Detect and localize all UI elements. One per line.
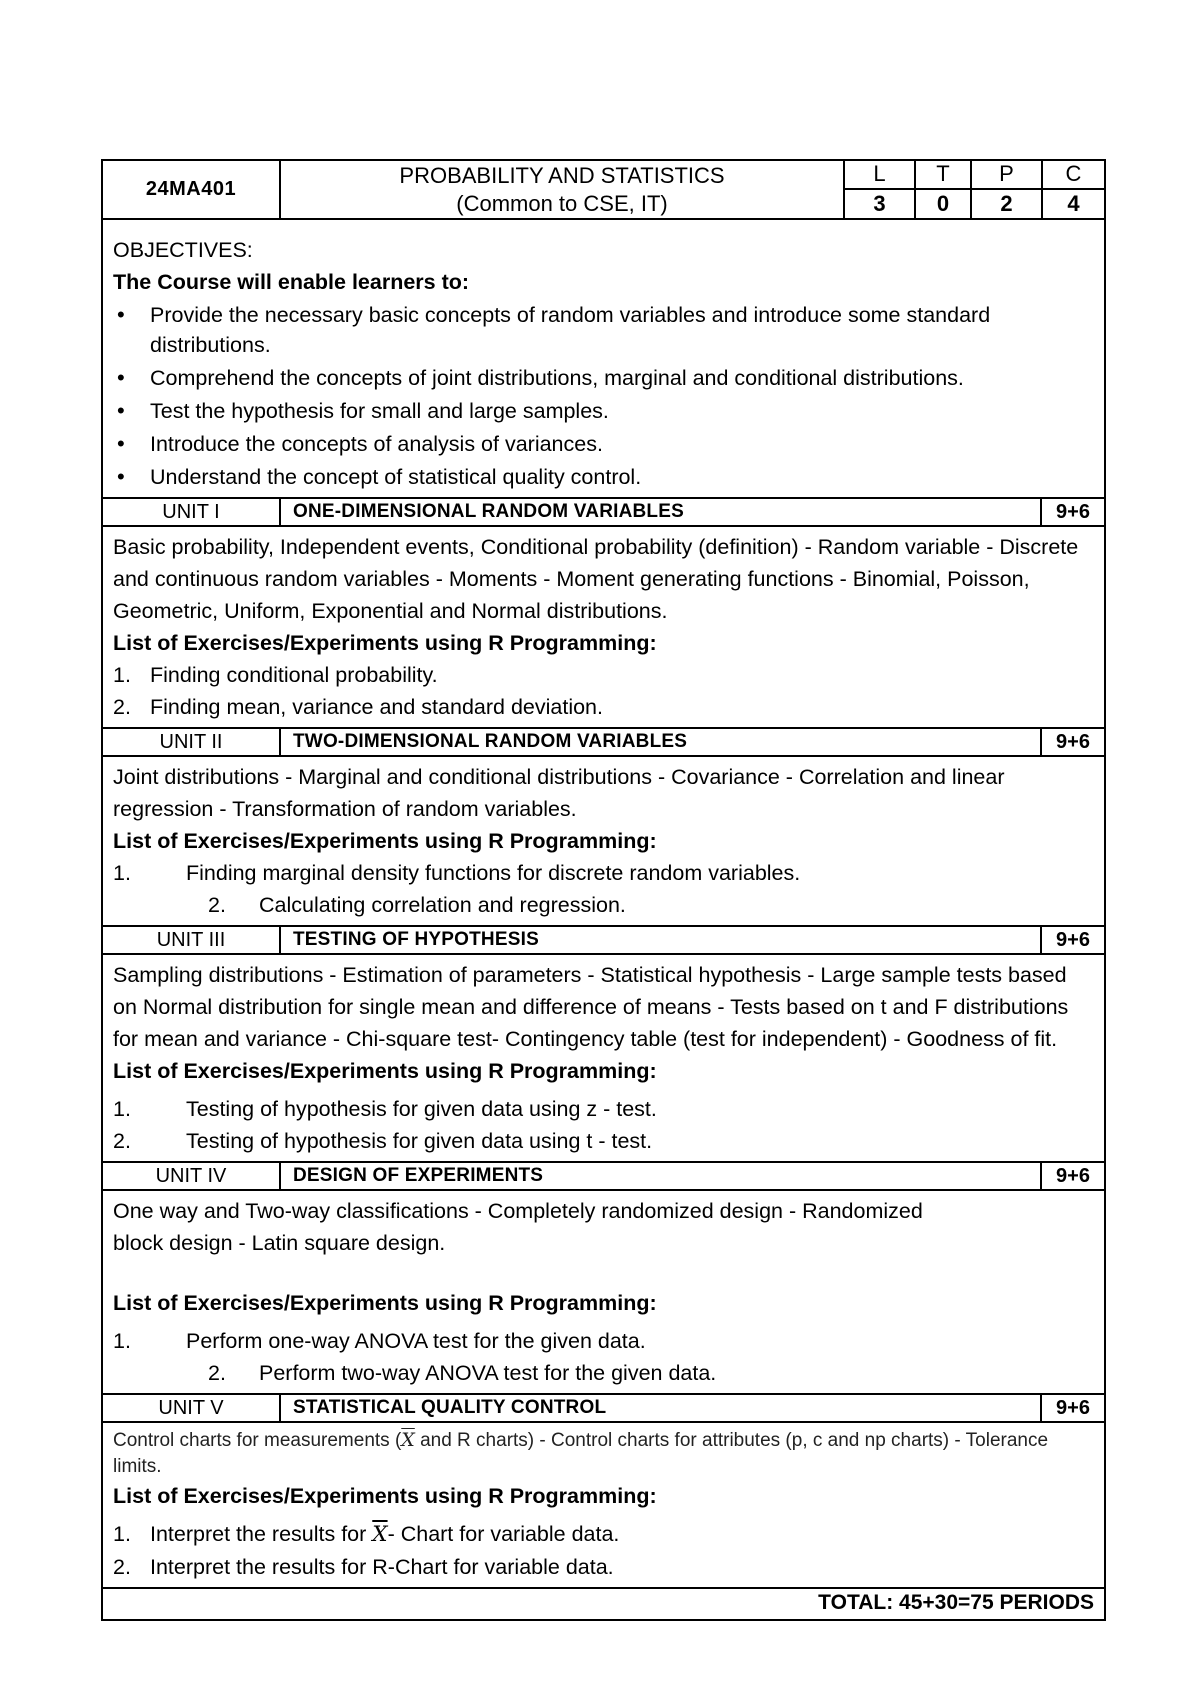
exercise-number: 2. [113, 1129, 131, 1153]
exercise-text: Calculating correlation and regression. [259, 893, 626, 917]
objective-item: • Comprehend the concepts of joint distributions, marginal and conditional distributions. [113, 363, 1096, 393]
unit-content: Sampling distributions - Estimation of parameters - Statistical hypothesis - Large sample tests based on Normal distribution for single mean and difference of means - Tests based on t and F distributions for mean and variance - Chi-square test- Contingency table (test for independent) - Goodness of fit. [113, 963, 1069, 1051]
unit-5-body [103, 1423, 1104, 1589]
course-title: PROBABILITY AND STATISTICS [399, 162, 725, 188]
unit-title: TWO-DIMENSIONAL RANDOM VARIABLES [281, 729, 1042, 755]
exercise-number: 1. [113, 1329, 131, 1353]
unit-1-content-block [103, 527, 1104, 727]
ltpc-label-c: C [1043, 161, 1104, 190]
unit-label: UNIT V [103, 1395, 281, 1421]
unit-1-body [103, 527, 1104, 729]
ltpc-value-t: 0 [916, 190, 972, 219]
exercise-item [113, 1325, 973, 1357]
exercise-item [113, 1357, 973, 1389]
unit-content: Basic probability, Independent events, Conditional probability (definition) - Random variable - Discrete and continuous random variables - Moments - Moment generating functions - Binomial, Poisson, Geometric, Uniform, Exponential and Normal distributions. [113, 535, 1079, 623]
unit-label: UNIT II [103, 729, 281, 755]
exercise-item [113, 1093, 1096, 1125]
unit-1-header [103, 499, 1104, 527]
exercise-number: 1. [113, 663, 131, 687]
course-code: 24MA401 [103, 161, 281, 218]
syllabus-table [101, 159, 1106, 1621]
exercise-list [113, 857, 1096, 921]
x-bar-symbol: $\overline{X}$ [401, 1429, 415, 1451]
exercise-text: Finding marginal density functions for discrete random variables. [186, 861, 801, 885]
exercise-text: Interpret the results for R-Chart for variable data. [150, 1555, 614, 1579]
x-bar-symbol: $\overline{X}$ [372, 1522, 388, 1547]
ltpc-grid [845, 161, 1104, 218]
exercise-item [113, 691, 1096, 723]
ltpc-label-t: T [916, 161, 972, 190]
unit-4-header [103, 1163, 1104, 1191]
ltpc-value-c: 4 [1067, 190, 1080, 216]
exercise-text: Perform two-way ANOVA test for the given data. [259, 1361, 717, 1385]
objectives-heading: OBJECTIVES: [113, 238, 253, 262]
exercise-item [113, 1125, 1096, 1157]
exercise-list [113, 659, 1096, 723]
unit-hours: 9+6 [1056, 929, 1090, 951]
exercise-number: 1. [113, 1097, 131, 1121]
objectives-list [113, 300, 1096, 492]
exercise-list [113, 1325, 973, 1389]
exercise-text: Finding mean, variance and standard deviation. [150, 695, 603, 719]
exercise-number: 2. [208, 1361, 226, 1385]
exercise-item [113, 659, 1096, 691]
exercise-text: Finding conditional probability. [150, 663, 438, 687]
unit-hours: 9+6 [1056, 1397, 1090, 1419]
ltpc-label-p: P [972, 161, 1043, 190]
objective-item: • Test the hypothesis for small and large samples. [113, 396, 1096, 426]
unit-content: One way and Two-way classifications - Completely randomized design - Randomized block design - Latin square design. [113, 1199, 923, 1255]
total-row [103, 1589, 1104, 1619]
ltpc-value-l: 3 [845, 190, 916, 219]
course-header-row [103, 161, 1104, 220]
objectives-row [103, 220, 1104, 499]
exercise-item [113, 1551, 1096, 1583]
unit-title: STATISTICAL QUALITY CONTROL [281, 1395, 1042, 1421]
exercise-number: 2. [113, 695, 131, 719]
objectives-block [103, 220, 1104, 497]
exercise-heading: List of Exercises/Experiments using R Programming: [113, 631, 657, 655]
course-title-cell [281, 161, 845, 218]
unit-title: ONE-DIMENSIONAL RANDOM VARIABLES [281, 499, 1042, 525]
unit-label: UNIT I [103, 499, 281, 525]
unit-4-content-block [103, 1191, 981, 1393]
exercise-text-part: Interpret the results for [150, 1522, 373, 1546]
unit-content-part: and R charts) - Control charts for attributes (p, c and np charts) - Tolerance limits. [113, 1430, 1049, 1477]
unit-2-header [103, 729, 1104, 757]
unit-3-body [103, 955, 1104, 1163]
unit-4-body [103, 1191, 1104, 1395]
unit-content: Joint distributions - Marginal and conditional distributions - Covariance - Correlation and linear regression - Transformation of random variables. [113, 765, 1005, 821]
objectives-intro: The Course will enable learners to: [113, 270, 470, 294]
unit-5-content-block [103, 1423, 1104, 1587]
exercise-item [113, 857, 1096, 889]
unit-3-content-block [103, 955, 1104, 1161]
exercise-item [113, 1518, 1096, 1551]
unit-hours: 9+6 [1056, 501, 1090, 523]
exercise-number: 1. [113, 861, 131, 885]
exercise-heading: List of Exercises/Experiments using R Programming: [113, 829, 657, 853]
exercise-heading: List of Exercises/Experiments using R Programming: [113, 1291, 657, 1315]
exercise-text-part: - Chart for variable data. [387, 1522, 620, 1546]
exercise-text: Perform one-way ANOVA test for the given data. [186, 1329, 646, 1353]
unit-title: DESIGN OF EXPERIMENTS [281, 1163, 1042, 1189]
unit-title: TESTING OF HYPOTHESIS [281, 927, 1042, 953]
unit-content-part: Control charts for measurements ( [113, 1430, 402, 1451]
exercise-number: 1. [113, 1522, 131, 1546]
unit-2-body [103, 757, 1104, 927]
exercise-text: Testing of hypothesis for given data using t - test. [186, 1129, 653, 1153]
exercise-item [113, 889, 1096, 921]
objective-item: • Introduce the concepts of analysis of variances. [113, 429, 1096, 459]
unit-content [113, 1427, 1096, 1480]
exercise-text: Testing of hypothesis for given data using z - test. [186, 1097, 657, 1121]
unit-5-header [103, 1395, 1104, 1423]
exercise-heading: List of Exercises/Experiments using R Programming: [113, 1059, 657, 1083]
exercise-list [113, 1093, 1096, 1157]
unit-hours: 9+6 [1056, 731, 1090, 753]
course-subtitle: (Common to CSE, IT) [456, 190, 668, 216]
exercise-heading: List of Exercises/Experiments using R Programming: [113, 1484, 657, 1508]
objective-item: • Understand the concept of statistical quality control. [113, 462, 1096, 492]
exercise-number: 2. [113, 1555, 131, 1579]
unit-label: UNIT III [103, 927, 281, 953]
unit-2-content-block [103, 757, 1104, 925]
unit-3-header [103, 927, 1104, 955]
exercise-list [113, 1518, 1096, 1583]
unit-hours: 9+6 [1056, 1165, 1090, 1187]
total-periods: TOTAL: 45+30=75 PERIODS [818, 1591, 1094, 1614]
ltpc-label-l: L [845, 161, 916, 190]
ltpc-value-p: 2 [972, 190, 1043, 219]
unit-label: UNIT IV [103, 1163, 281, 1189]
exercise-number: 2. [208, 893, 226, 917]
objective-item: • Provide the necessary basic concepts of random variables and introduce some standard distributions. [113, 300, 1096, 360]
